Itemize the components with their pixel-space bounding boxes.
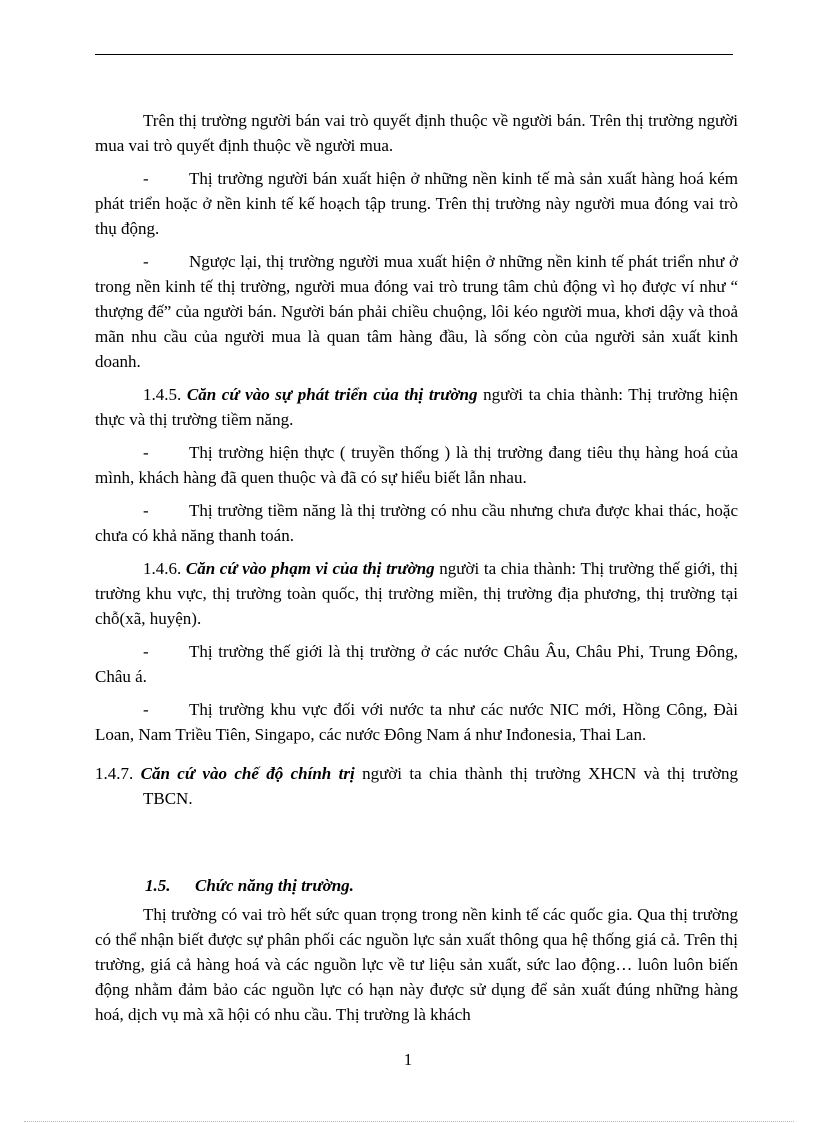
bullet-text: Thị trường tiềm năng là thị trường có nhu cầu nhưng chưa được khai thác, hoặc chưa có khả năng thanh toán. [95, 501, 738, 545]
page-bottom-edge [24, 1121, 794, 1122]
bullet-dash: - [143, 443, 149, 462]
subsection-1-4-7 [95, 761, 738, 811]
section-number: 1.5. [145, 876, 171, 895]
bullet-dash: - [143, 169, 149, 188]
bullet-buyer-market [95, 249, 738, 374]
bullet-dash: - [143, 642, 149, 661]
subsection-1-4-6 [95, 556, 738, 631]
subsection-text: người ta chia thành thị trường XHCN và thị trường TBCN. [143, 764, 738, 808]
bullet-seller-market [95, 166, 738, 241]
section-title: Chức năng thị trường. [195, 876, 354, 895]
document-body [95, 108, 738, 1035]
subsection-heading: Căn cứ vào chế độ chính trị [140, 764, 355, 783]
subsection-number: 1.4.6. [143, 559, 186, 578]
header-rule [95, 54, 733, 55]
bullet-dash: - [143, 252, 149, 271]
bullet-regional-market [95, 697, 738, 747]
bullet-dash: - [143, 501, 149, 520]
bullet-text: Thị trường người bán xuất hiện ở những nền kinh tế mà sản xuất hàng hoá kém phát triển hoặc ở nền kinh tế kế hoạch tập trung. Trên thị trường này người mua đóng vai trò thụ động. [95, 169, 738, 238]
subsection-1-4-5 [95, 382, 738, 432]
subsection-text: người ta chia thành: Thị trường thế giới, thị trường khu vực, thị trường toàn quốc, thị trường miền, thị trường địa phương, thị trường tại chỗ(xã, huyện). [95, 559, 738, 628]
subsection-number: 1.4.5. [143, 385, 187, 404]
subsection-heading: Căn cứ vào sự phát triển của thị trường [186, 385, 478, 404]
subsection-heading: Căn cứ vào phạm vi của thị trường [185, 559, 435, 578]
bullet-text: Thị trường hiện thực ( truyền thống ) là thị trường đang tiêu thụ hàng hoá của mình, khách hàng đã quen thuộc và đã có sự hiểu biết lẫn nhau. [95, 443, 738, 487]
paragraph-market-role: Thị trường có vai trò hết sức quan trọng trong nền kinh tế các quốc gia. Qua thị trường có thể nhận biết được sự phân phối các nguồn lực sản xuất thông qua hệ thống giá cả. Trên thị trường, giá cả hàng hoá và các nguồn lực về tư liệu sản xuất, sức lao động… luôn luôn biến động nhằm đảm bảo các nguồn lực có hạn này được sử dụng để sản xuất đúng những hàng hoá, dịch vụ mà xã hội có nhu cầu. Thị trường là khách [95, 905, 738, 1024]
subsection-text: người ta chia thành: Thị trường hiện thực và thị trường tiềm năng. [95, 385, 738, 429]
bullet-world-market [95, 639, 738, 689]
bullet-dash: - [143, 700, 149, 719]
bullet-actual-market [95, 440, 738, 490]
bullet-text: Thị trường khu vực đối với nước ta như các nước NIC mới, Hồng Công, Đài Loan, Nam Triều Tiên, Singapo, các nước Đông Nam á như Inđonesia, Thai Lan. [95, 700, 738, 744]
paragraph-intro: Trên thị trường người bán vai trò quyết định thuộc về người bán. Trên thị trường người mua vai trò quyết định thuộc về người mua. [95, 111, 738, 155]
section-heading-1-5 [95, 873, 738, 898]
bullet-text: Ngược lại, thị trường người mua xuất hiện ở những nền kinh tế phát triển như ở trong nền kinh tế thị trường, người mua đóng vai trò trung tâm chủ động vì họ được ví như “ thượng đế” của người bán. Người bán phải chiều chuộng, lôi kéo người mua, khơi dậy và thoả mãn nhu cầu của người mua là quan tâm hàng đầu, là sống còn của người sản xuất kinh doanh. [95, 252, 738, 371]
bullet-potential-market [95, 498, 738, 548]
bullet-text: Thị trường thế giới là thị trường ở các nước Châu Âu, Châu Phi, Trung Đông, Châu á. [95, 642, 738, 686]
subsection-number: 1.4.7. [95, 764, 141, 783]
page-number: 1 [403, 1050, 413, 1069]
